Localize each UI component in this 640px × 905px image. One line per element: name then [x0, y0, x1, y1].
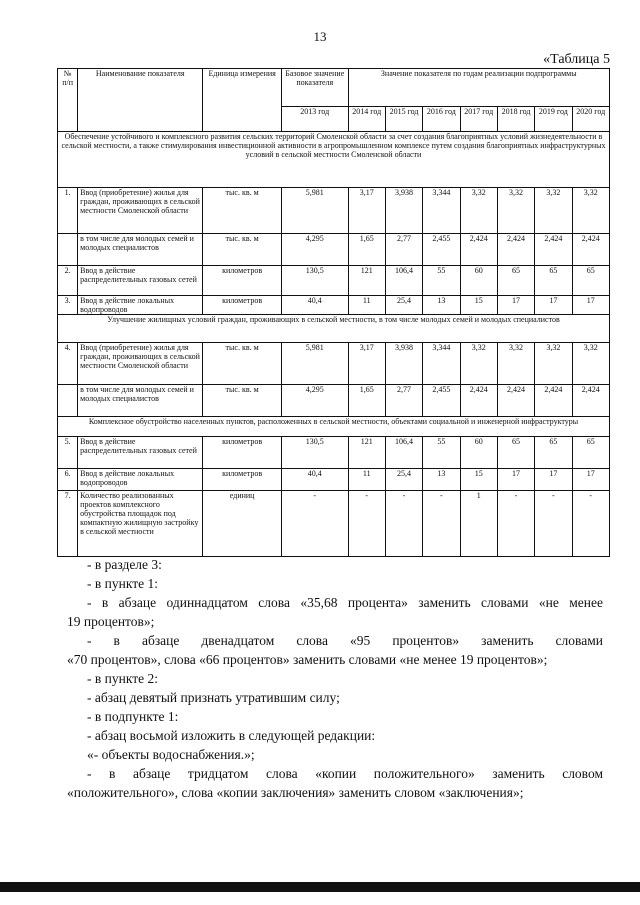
- year-value: 1: [460, 491, 497, 557]
- table-row: [58, 234, 610, 266]
- year-value: 1,65: [348, 385, 385, 417]
- table-row: [58, 343, 610, 385]
- base-value: 4,295: [281, 234, 348, 266]
- row-number: [58, 234, 78, 266]
- base-value: 40,4: [281, 296, 348, 315]
- year-value: 3,938: [385, 343, 422, 385]
- base-value: 130,5: [281, 437, 348, 469]
- year-value: 13: [423, 296, 460, 315]
- year-value: -: [423, 491, 460, 557]
- unit-of-measure: тыс. кв. м: [203, 385, 282, 417]
- year-value: 3,32: [497, 343, 534, 385]
- year-value: 55: [423, 437, 460, 469]
- paragraph: «70 процентов», слова «66 процентов» заменить словами «не менее 19 процентов»;: [67, 652, 548, 667]
- header-num: № п/п: [58, 69, 78, 132]
- year-value: 65: [535, 266, 572, 296]
- year-value: 60: [460, 266, 497, 296]
- year-value: -: [385, 491, 422, 557]
- year-value: 3,32: [572, 343, 609, 385]
- year-value: 25,4: [385, 296, 422, 315]
- indicator-name: в том числе для молодых семей и молодых специалистов: [78, 385, 203, 417]
- base-value: 130,5: [281, 266, 348, 296]
- year-value: 55: [423, 266, 460, 296]
- header-years-group: Значение показателя по годам реализации подпрограммы: [348, 69, 609, 107]
- table-header: [58, 69, 610, 132]
- year-value: 3,32: [572, 188, 609, 234]
- year-value: 17: [572, 296, 609, 315]
- paragraph: 19 процентов»;: [67, 614, 155, 629]
- table-body: [58, 132, 610, 557]
- unit-of-measure: тыс. кв. м: [203, 234, 282, 266]
- year-value: 3,17: [348, 343, 385, 385]
- indicator-name: Ввод в действие локальных водопроводов: [78, 296, 203, 315]
- paragraph: - абзац девятый признать утратившим силу;: [87, 690, 340, 705]
- table-row: [58, 296, 610, 315]
- year-value: -: [348, 491, 385, 557]
- year-value: 3,938: [385, 188, 422, 234]
- year-value: -: [497, 491, 534, 557]
- year-value: 2,424: [535, 385, 572, 417]
- year-value: 3,32: [535, 343, 572, 385]
- row-number: [58, 385, 78, 417]
- year-value: 15: [460, 469, 497, 491]
- year-value: -: [535, 491, 572, 557]
- year-value: 106,4: [385, 437, 422, 469]
- year-value: 65: [535, 437, 572, 469]
- year-value: 106,4: [385, 266, 422, 296]
- row-number: 5.: [58, 437, 78, 469]
- year-value: 3,344: [423, 188, 460, 234]
- year-value: 3,32: [535, 188, 572, 234]
- year-value: 2,455: [423, 385, 460, 417]
- year-value: 3,344: [423, 343, 460, 385]
- year-value: -: [572, 491, 609, 557]
- paragraph: «- объекты водоснабжения.»;: [87, 747, 255, 762]
- paragraph: - в абзаце тридцатом слова «копии положительного» заменить словом: [87, 766, 603, 781]
- year-value: 3,32: [497, 188, 534, 234]
- indicator-name: Ввод в действие распределительных газовых сетей: [78, 266, 203, 296]
- year-value: 2,424: [497, 234, 534, 266]
- year-value: 17: [535, 296, 572, 315]
- year-value: 2,455: [423, 234, 460, 266]
- year-value: 17: [572, 469, 609, 491]
- paragraph: - в абзаце двенадцатом слова «95 процентов» заменить словами: [87, 633, 603, 648]
- year-value: 11: [348, 296, 385, 315]
- unit-of-measure: тыс. кв. м: [203, 343, 282, 385]
- indicator-name: Ввод (приобретение) жилья для граждан, проживающих в сельской местности Смоленской области: [78, 343, 203, 385]
- header-year: 2014 год: [348, 107, 385, 132]
- year-value: 65: [572, 437, 609, 469]
- base-value: -: [281, 491, 348, 557]
- body-text: [67, 555, 603, 802]
- unit-of-measure: километров: [203, 437, 282, 469]
- year-value: 15: [460, 296, 497, 315]
- section-title: Улучшение жилищных условий граждан, проживающих в сельской местности, в том числе молодых семей и молодых специалистов: [58, 315, 610, 343]
- page-number: 13: [313, 29, 327, 44]
- indicator-name: Количество реализованных проектов комплексного обустройства площадок под компактную жилищную застройку в сельской местности: [78, 491, 203, 557]
- row-number: 7.: [58, 491, 78, 557]
- header-unit: Единица измерения: [203, 69, 282, 132]
- unit-of-measure: единиц: [203, 491, 282, 557]
- unit-of-measure: километров: [203, 469, 282, 491]
- indicator-name: Ввод в действие локальных водопроводов: [78, 469, 203, 491]
- paragraph: - в абзаце одиннадцатом слова «35,68 процента» заменить словами «не менее: [87, 595, 603, 610]
- year-value: 1,65: [348, 234, 385, 266]
- paragraph: - в подпункте 1:: [87, 709, 179, 724]
- year-value: 17: [497, 469, 534, 491]
- year-value: 65: [497, 266, 534, 296]
- header-year: 2015 год: [385, 107, 422, 132]
- header-year: 2017 год: [460, 107, 497, 132]
- base-value: 4,295: [281, 385, 348, 417]
- indicator-name: Ввод (приобретение) жилья для граждан, проживающих в сельской местности Смоленской области: [78, 188, 203, 234]
- header-base: Базовое значение показателя: [281, 69, 348, 107]
- year-value: 60: [460, 437, 497, 469]
- header-year: 2016 год: [423, 107, 460, 132]
- header-year: 2020 год: [572, 107, 609, 132]
- header-year: 2019 год: [535, 107, 572, 132]
- section-title: Комплексное обустройство населенных пунктов, расположенных в сельской местности, объектами социальной и инженерной инфраструктуры: [58, 417, 610, 437]
- year-value: 2,424: [460, 385, 497, 417]
- year-value: 121: [348, 437, 385, 469]
- base-value: 5,981: [281, 188, 348, 234]
- indicator-name: в том числе для молодых семей и молодых специалистов: [78, 234, 203, 266]
- year-value: 3,17: [348, 188, 385, 234]
- year-value: 17: [535, 469, 572, 491]
- table-label: «Таблица 5: [543, 52, 610, 67]
- table-row: [58, 437, 610, 469]
- indicators-table: [57, 68, 610, 557]
- paragraph: - абзац восьмой изложить в следующей редакции:: [87, 728, 376, 743]
- table-row: [58, 266, 610, 296]
- base-value: 5,981: [281, 343, 348, 385]
- row-number: 4.: [58, 343, 78, 385]
- unit-of-measure: километров: [203, 266, 282, 296]
- scan-bottom-bar: [0, 882, 640, 892]
- unit-of-measure: тыс. кв. м: [203, 188, 282, 234]
- paragraph: - в пункте 1:: [87, 576, 158, 591]
- paragraph: - в пункте 2:: [87, 671, 158, 686]
- year-value: 2,77: [385, 234, 422, 266]
- year-value: 2,424: [535, 234, 572, 266]
- year-value: 3,32: [460, 188, 497, 234]
- year-value: 2,424: [572, 385, 609, 417]
- year-value: 17: [497, 296, 534, 315]
- base-value: 40,4: [281, 469, 348, 491]
- paragraph: - в разделе 3:: [87, 557, 162, 572]
- header-name: Наименование показателя: [78, 69, 203, 132]
- indicator-name: Ввод в действие распределительных газовых сетей: [78, 437, 203, 469]
- year-value: 65: [497, 437, 534, 469]
- year-value: 2,424: [460, 234, 497, 266]
- table-row: [58, 385, 610, 417]
- header-year: 2018 год: [497, 107, 534, 132]
- year-value: 11: [348, 469, 385, 491]
- year-value: 2,424: [572, 234, 609, 266]
- unit-of-measure: километров: [203, 296, 282, 315]
- year-value: 2,77: [385, 385, 422, 417]
- section-title: Обеспечение устойчивого и комплексного развития сельских территорий Смоленской области за счет создания благоприятных условий жизнедеятельности в сельской местности, а также стимулирования инвестиционной активности в агропромышленном комплексе путем создания благоприятных инфраструктурных условий в сельской местности Смоленской области: [58, 132, 610, 188]
- year-value: 65: [572, 266, 609, 296]
- row-number: 1.: [58, 188, 78, 234]
- year-value: 121: [348, 266, 385, 296]
- row-number: 2.: [58, 266, 78, 296]
- year-value: 25,4: [385, 469, 422, 491]
- header-base-year: 2013 год: [281, 107, 348, 132]
- year-value: 3,32: [460, 343, 497, 385]
- table-row: [58, 188, 610, 234]
- year-value: 13: [423, 469, 460, 491]
- row-number: 6.: [58, 469, 78, 491]
- year-value: 2,424: [497, 385, 534, 417]
- table-row: [58, 491, 610, 557]
- row-number: 3.: [58, 296, 78, 315]
- table-row: [58, 469, 610, 491]
- paragraph: «положительного», слова «копии заключения» заменить словом «заключения»;: [67, 785, 524, 800]
